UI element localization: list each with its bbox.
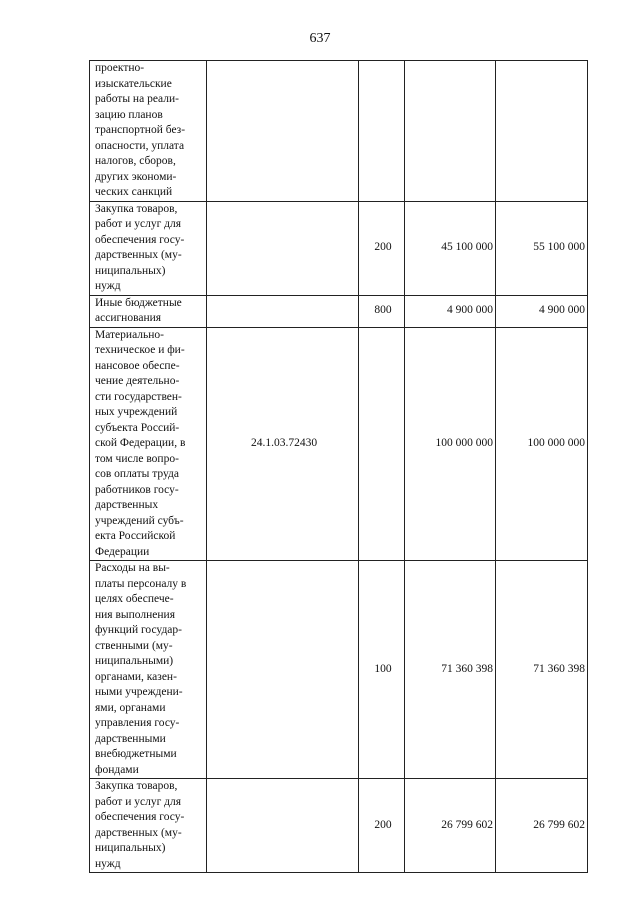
row-target-code: 24.1.03.72430 [207, 327, 359, 561]
row-target-code [207, 61, 359, 202]
row-amount-2 [496, 61, 588, 202]
row-expense-type: 100 [359, 561, 405, 779]
row-target-code [207, 201, 359, 295]
row-amount-1: 100 000 000 [405, 327, 496, 561]
table-row [90, 561, 588, 779]
row-amount-1: 4 900 000 [405, 295, 496, 327]
budget-table [89, 60, 588, 873]
page-number: 637 [309, 31, 331, 46]
row-amount-2: 26 799 602 [496, 779, 588, 873]
row-amount-2: 100 000 000 [496, 327, 588, 561]
row-description: Расходы на вы- платы персоналу в целях обеспече- ния выполнения функций государ- ственными (му- ниципальными) органами, казен- ными учреждени- ями, органами управления госу- дарственными внебюджетными фондами [90, 561, 207, 779]
table-row [90, 779, 588, 873]
row-amount-2: 55 100 000 [496, 201, 588, 295]
row-description: Иные бюджетные ассигнования [90, 295, 207, 327]
row-description: Материально- техническое и фи- нансовое обеспе- чение деятельно- сти государствен- ных учреждений субъекта Россий- ской Федерации, в том числе вопро- сов оплаты труда работников госу- дарственных учреждений субъ- екта Российской Федерации [90, 327, 207, 561]
table-row [90, 201, 588, 295]
row-expense-type: 200 [359, 201, 405, 295]
table-row [90, 61, 588, 202]
row-target-code [207, 561, 359, 779]
row-amount-1: 45 100 000 [405, 201, 496, 295]
row-description: Закупка товаров, работ и услуг для обеспечения госу- дарственных (му- ниципальных) нужд [90, 779, 207, 873]
row-amount-2: 71 360 398 [496, 561, 588, 779]
row-expense-type: 200 [359, 779, 405, 873]
table-row [90, 327, 588, 561]
row-description: Закупка товаров, работ и услуг для обеспечения госу- дарственных (му- ниципальных) нужд [90, 201, 207, 295]
row-expense-type [359, 327, 405, 561]
row-amount-2: 4 900 000 [496, 295, 588, 327]
row-expense-type: 800 [359, 295, 405, 327]
row-expense-type [359, 61, 405, 202]
row-amount-1: 71 360 398 [405, 561, 496, 779]
row-amount-1 [405, 61, 496, 202]
row-target-code [207, 779, 359, 873]
row-amount-1: 26 799 602 [405, 779, 496, 873]
row-description: проектно- изыскательские работы на реали- зацию планов транспортной без- опасности, уплата налогов, сборов, других экономи- ческих санкций [90, 61, 207, 202]
row-target-code [207, 295, 359, 327]
table-row [90, 295, 588, 327]
